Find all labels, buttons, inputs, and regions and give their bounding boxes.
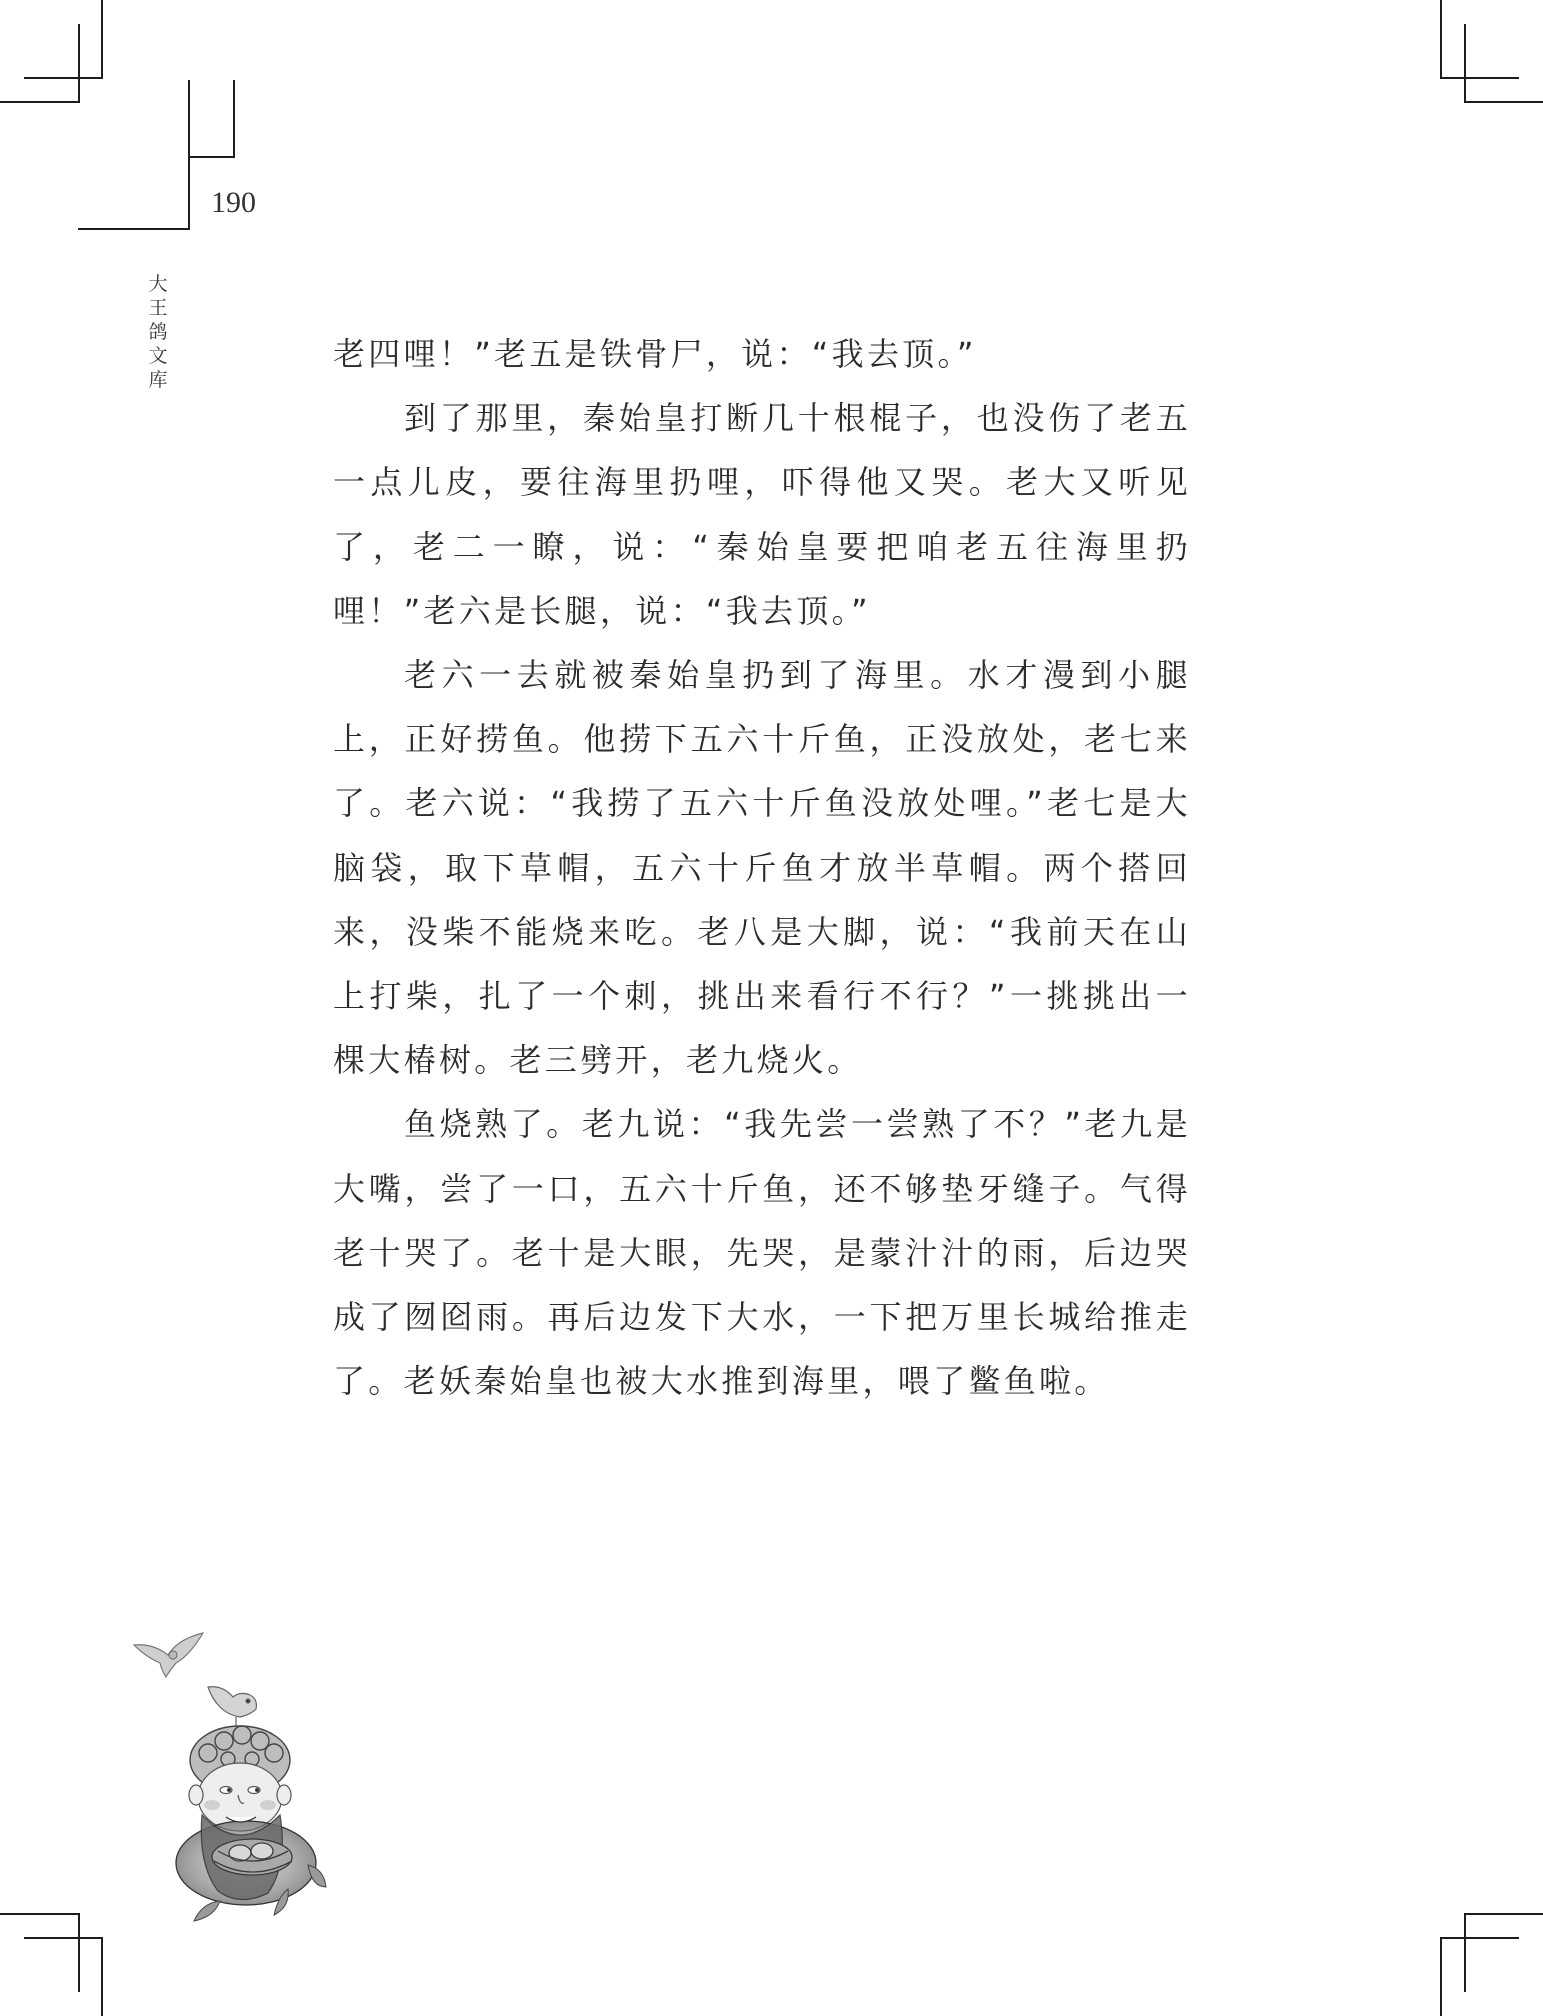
crop-line: [1464, 1913, 1543, 1915]
bracket-line: [188, 80, 190, 230]
crop-line: [1440, 77, 1519, 79]
crop-line: [1440, 0, 1442, 79]
paragraph: 老六一去就被秦始皇扔到了海里。水才漫到小腿上，正好捞鱼。他捞下五六十斤鱼，正没放处，老七来了。老六说：“我捞了五六十斤鱼没放处哩。”老七是大脑袋，取下草帽，五六十斤鱼才放半草帽。两个搭回来，没柴不能烧来吃。老八是大脚，说：“我前天在山上打柴，扎了一个刺，挑出来看行不行？”一挑挑出一棵大椿树。老三劈开，老九烧火。: [333, 656, 1191, 1080]
crop-line: [0, 1913, 80, 1915]
nest-icon: [212, 1839, 292, 1875]
crop-line: [0, 101, 80, 103]
crop-line: [101, 0, 103, 79]
flying-bird-icon: [134, 1633, 203, 1677]
crop-line: [1440, 1937, 1442, 2016]
series-title-char: 库: [148, 369, 168, 391]
series-title-char: 王: [148, 297, 168, 319]
body-text: [333, 322, 1191, 1413]
paragraph: 鱼烧熟了。老九说：“我先尝一尝熟了不？”老九是大嘴，尝了一口，五六十斤鱼，还不够垫牙缝子。气得老十哭了。老十是大眼，先哭，是蒙汁汁的雨，后边哭成了囫囵雨。再后边发下大水，一下把万里长城给推走了。老妖秦始皇也被大水推到海里，喂了鳖鱼啦。: [333, 1105, 1191, 1401]
paragraph: 老四哩！”老五是铁骨尸，说：“我去顶。”: [333, 335, 977, 373]
series-title-vertical: [147, 272, 169, 392]
sketch-icon: [128, 1625, 358, 1925]
page-number: 190: [211, 186, 256, 219]
crop-line: [101, 1937, 103, 2016]
illustration-bearded-man-with-birds: [128, 1625, 358, 1925]
bracket-line: [78, 228, 190, 230]
crop-line: [24, 77, 103, 79]
series-title-char: 文: [148, 345, 168, 367]
crop-line: [1464, 1913, 1466, 1992]
perched-bird-icon: [208, 1687, 256, 1729]
crop-line: [1464, 101, 1543, 103]
paragraph: 到了那里，秦始皇打断几十根棍子，也没伤了老五一点儿皮，要往海里扔哩，吓得他又哭。老大又听见了，老二一瞭，说：“秦始皇要把咱老五往海里扔哩！”老六是长腿，说：“我去顶。”: [333, 399, 1191, 630]
crop-line: [24, 1937, 103, 1939]
crop-line: [78, 1913, 80, 1992]
crop-line: [1464, 24, 1466, 103]
crop-line: [78, 24, 80, 103]
crop-line: [1440, 1937, 1519, 1939]
series-title-char: 大: [148, 273, 168, 295]
bracket-line: [233, 80, 235, 158]
bracket-line: [188, 156, 235, 158]
series-title-char: 鸽: [148, 321, 168, 343]
